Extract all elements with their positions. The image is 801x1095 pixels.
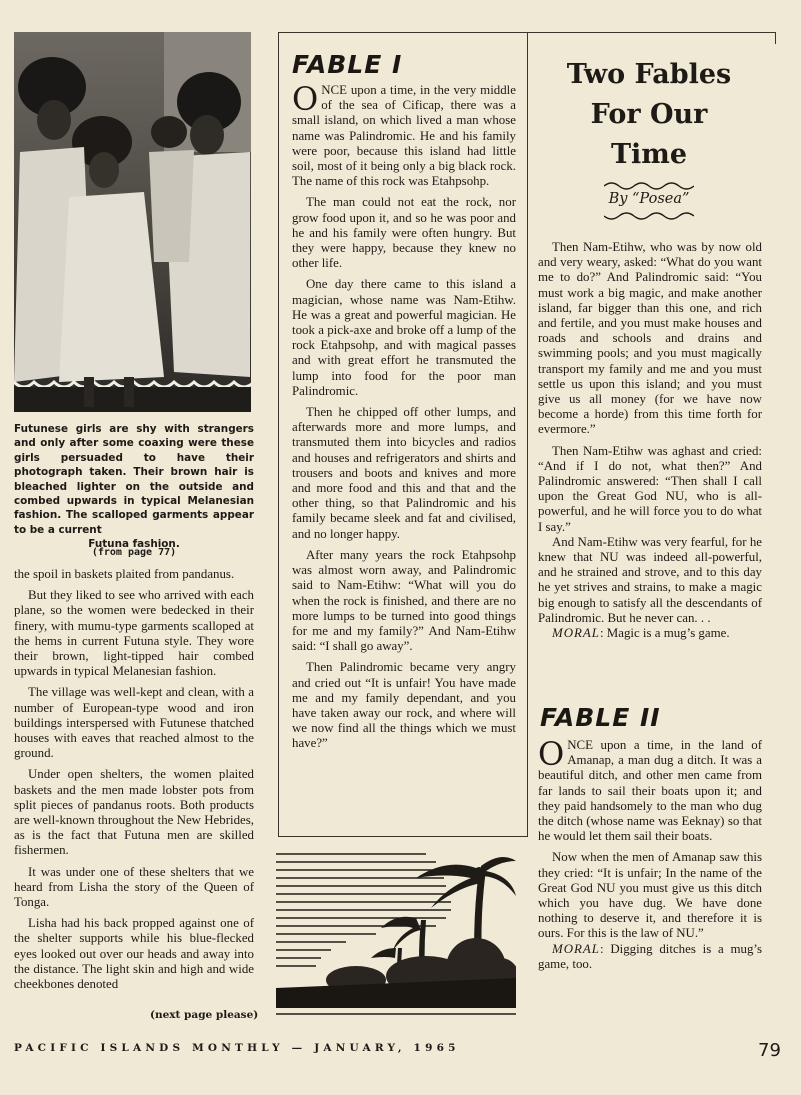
right-box-side-rule: [775, 32, 776, 44]
title-line: For Our: [590, 99, 708, 130]
fable-one-paragraph: The man could not eat the rock, nor grow food upon it, and so he was poor and he and his family were often hungry. But they were happy, because they knew no other life.: [292, 195, 516, 271]
fable-one-cont-paragraph: Then Nam-Etihw, who was by now old and very weary, asked: “What do you want me to do?” And Palindromic said: “You must work a big magic, and make another island, far bigger than this one, and rich and fertile, and you must make houses and roads and schools and drains and swimming pools; and you must magically transport my family and me and you must settle us upon this island; and you must give us all money (for we have now become a horde) from this time forth for evermore.”: [538, 240, 762, 437]
fable-one-opening-text: NCE upon a time, in the very middle of the sea of Cificap, there was a small island, on which lived a man whose name was Palindromic. He and his family were poor, because this island had little soil, most of it being only a big black rock. The name of this rock was Etahpsohp.: [292, 83, 516, 189]
byline: By “Posea”: [608, 191, 690, 207]
fable-one-moral: [538, 626, 762, 641]
drop-cap: O: [292, 80, 319, 118]
moral-text: : Digging ditches is a mug’s game, too.: [538, 941, 762, 971]
ornament-squiggle-bottom: [604, 212, 694, 222]
fable-two-opening-text: NCE upon a time, in the land of Amanap, a man dug a ditch. It was a beautiful ditch, and other men came from far lands to sail their boats upon it; and they paid handsomely to the man who dug the ditch (whose name was Eeknay) so that he would let them sail their boats.: [538, 738, 762, 844]
drop-cap: O: [538, 735, 565, 773]
left-paragraph: the spoil in baskets plaited from pandanus.: [14, 567, 235, 581]
island-illustration: [276, 848, 516, 1020]
page-number: 79: [758, 1040, 781, 1061]
fable-one-continued: [538, 240, 762, 647]
footer-running-head: PACIFIC ISLANDS MONTHLY — JANUARY, 1965: [14, 1042, 460, 1054]
photo-futunese-girls: [14, 32, 251, 412]
continued-next-note: (next page please): [150, 1009, 259, 1021]
left-paragraph: The village was well-kept and clean, with a number of European-type wood and iron buildings interspersed with Futunese thatched houses with eaves that reached almost to the ground.: [14, 685, 254, 761]
fable-one-cont-paragraph: And Nam-Etihw was very fearful, for he knew that NU was indeed all-powerful, and he strained and strove, and to this day he yet strives and strains, to make a magic big enough to satisfy all the descendants of Palindromic. But he never can. . .: [538, 534, 762, 625]
title-line: Time: [610, 139, 688, 170]
fable-one-opening: [292, 80, 516, 189]
photo-caption: [14, 422, 254, 552]
fable-one-paragraph: One day there came to this island a magician, whose name was Nam-Etihw. He was a great and powerful magician. He took a pick-axe and broke off a lump of the rock Etahpsohp, and with magical passes and with great effort he transmuted the lump into food for the poor man Palindromic.: [292, 277, 516, 398]
fable-two-opening: [538, 735, 762, 844]
title-line: Two Fables: [566, 59, 732, 90]
caption-last-line: Futuna fashion.: [88, 538, 180, 551]
fable-two-text: [538, 735, 762, 978]
fable-one-paragraph: Then he chipped off other lumps, and afterwards more and more lumps, and transmuted them into bicycles and radios and houses and refrigerators and shirts and trousers and boots and knives and more and more food and this and that and the other thing, so that Palindromic and his family became sleek and fat and civilised, and no longer happy.: [292, 405, 516, 541]
moral-text: : Magic is a mug’s game.: [599, 626, 730, 641]
fable-one-title: FABLE I: [292, 50, 403, 79]
moral-label: MORAL: [552, 941, 600, 956]
fable-one-cont-paragraph: Then Nam-Etihw was aghast and cried: “And if I do not, what then?” And Palindromic answered: “Then shall I call upon the Great God NU, who is all-powerful, and he will force you to do what I say.”: [538, 443, 762, 534]
article-title: [540, 55, 758, 175]
left-column-text: [14, 567, 254, 992]
fable-two-moral: [538, 942, 762, 972]
left-paragraph: Lisha had his back propped against one of the shelter supports while his blue-flecked eyes looked out over our heads and away into the distance. The light skin and high and wide cheekbones denoted: [14, 916, 254, 992]
caption-text: Futunese girls are shy with strangers and only after some coaxing were these girls persuaded to have their photograph taken. Their brown hair is bleached lighter on the outside and combed upwards in typical Melanesian fashion. The scalloped garments appear to be a current: [14, 423, 254, 536]
moral-label: MORAL: [552, 626, 600, 641]
fable-one-paragraph: Then Palindromic became very angry and cried out “It is unfair! You have made me and my family dependant, and you have taken away our rock, and where will we now find all the things which we must have?”: [292, 660, 516, 751]
left-paragraph: But they liked to see who arrived with each plane, so the women were bedecked in their finery, with mumu-type garments scalloped at the hems in current Futuna style. They wore their brown, light-tipped hair combed upwards in typical Melanesian fashion.: [14, 588, 254, 679]
fable-one-text: [292, 80, 516, 758]
photo-image: [14, 32, 251, 412]
right-box-top-rule: [528, 32, 776, 33]
fable-two-paragraph: Now when the men of Amanap saw this they cried: “It is unfair; In the name of the Great God NU you must give us this ditch which you have dug. We have done nothing to deserve it, and therefore it is ours. For this is the law of NU.”: [538, 850, 762, 941]
left-paragraph: Under open shelters, the women plaited baskets and the men made lobster pots from split pieces of pandanus roots. Both products are well-known throughout the New Hebrides, as is the fact that Futuna men are skilled fishermen.: [14, 767, 254, 858]
left-paragraph: It was under one of these shelters that we heard from Lisha the story of the Queen of Tonga.: [14, 864, 254, 910]
continued-from-note: (from page 77): [91, 547, 177, 558]
ornament-squiggle-top: [604, 180, 694, 190]
fable-two-title: FABLE II: [540, 703, 661, 732]
fable-one-paragraph: After many years the rock Etahpsohp was almost worn away, and Palindromic said to Nam-Etihw: “What will you do when the rock is finished, and there are no more lumps to be turned into good things for me and my family?” And Nam-Etihw said: “I shall go away”.: [292, 547, 516, 654]
